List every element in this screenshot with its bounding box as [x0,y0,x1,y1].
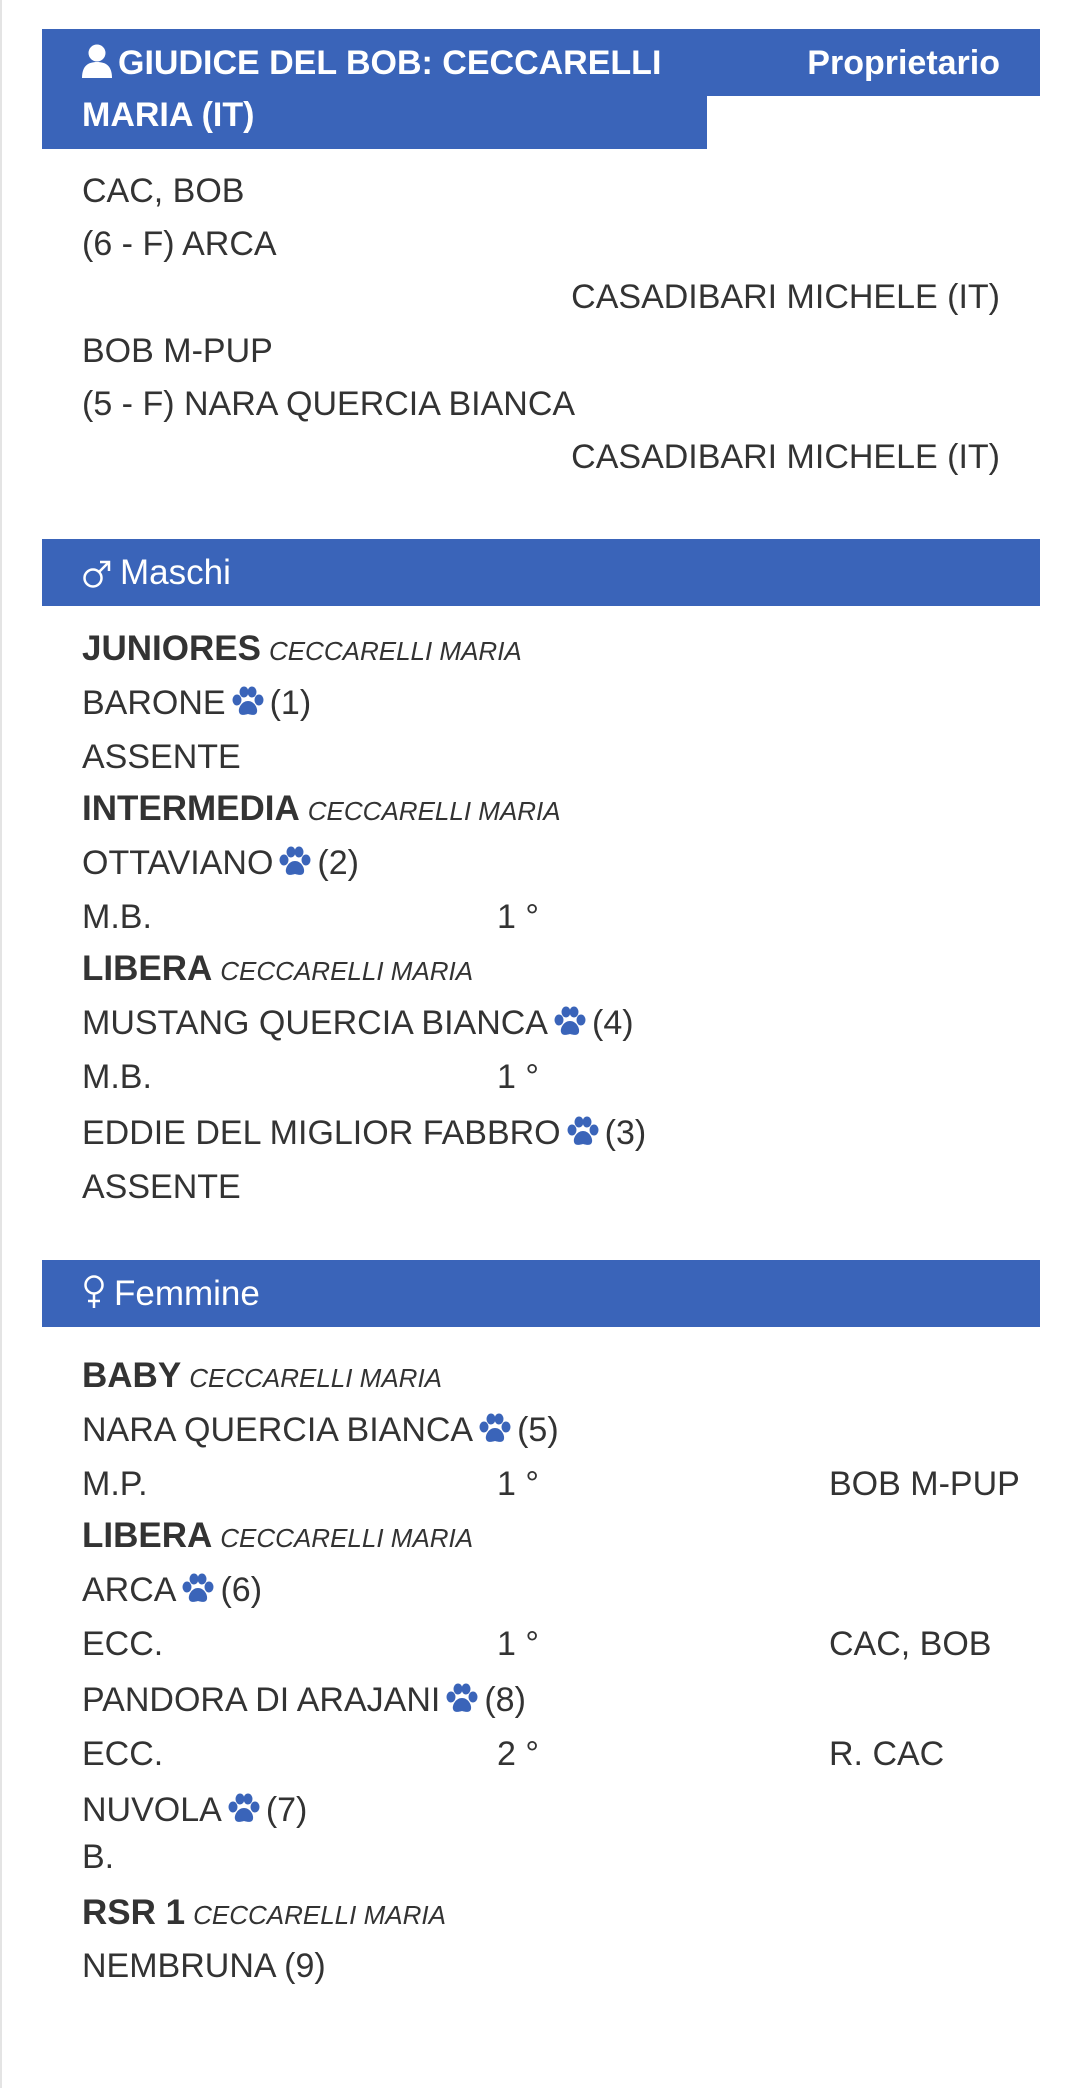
bob-judge-title: GIUDICE DEL BOB: CECCARELLI MARIA (IT) [82,44,662,134]
entry-dog-row[interactable] [82,1940,1022,1992]
dog-name[interactable]: BARONE [82,684,226,722]
class-heading [82,783,1022,835]
grade: ASSENTE [82,738,241,776]
section-title-females: Femmine [114,1274,260,1313]
class-name: INTERMEDIA [82,789,300,828]
class-judge: CECCARELLI MARIA [307,796,561,826]
catalog-number: (4) [592,1004,634,1042]
entry-dog-row[interactable] [82,837,1022,889]
class-judge: CECCARELLI MARIA [189,1363,443,1393]
paw-icon[interactable] [552,1006,588,1038]
dog-name[interactable]: PANDORA DI ARAJANI [82,1681,441,1719]
dog-name[interactable]: EDDIE DEL MIGLIOR FABBRO [82,1114,561,1152]
entry-result-row [82,731,1022,783]
grade: M.B. [82,898,152,936]
grade: ASSENTE [82,1168,241,1206]
female-icon [82,1274,106,1310]
award: R. CAC [829,1735,945,1773]
placement: 1 ° [497,898,539,936]
class-judge: CECCARELLI MARIA [193,1900,446,1930]
dog-name[interactable]: NUVOLA [82,1791,222,1829]
catalog-number: (2) [317,844,359,882]
class-name: JUNIORES [82,629,261,668]
class-judge: CECCARELLI MARIA [268,636,522,666]
entry-dog-row[interactable] [82,1784,1022,1836]
catalog-number: (1) [269,684,312,722]
class-judge: CECCARELLI MARIA [220,956,474,986]
class-name: BABY [82,1356,182,1395]
class-heading [82,1510,1022,1562]
entry-result-row [82,1728,1022,1780]
paw-icon[interactable] [230,686,266,718]
placement: 1 ° [497,1465,539,1503]
entry-dog-row[interactable] [82,677,1022,729]
award: CAC, BOB [829,1625,992,1663]
grade: ECC. [82,1735,164,1773]
bob-award: BOB M-PUP [82,332,273,370]
owner-column-header: Proprietario [807,44,1000,82]
dog-name[interactable]: NEMBRUNA [82,1947,275,1985]
bob-judge-header [42,29,707,149]
class-name: RSR 1 [82,1893,186,1932]
catalog-number: (3) [604,1114,647,1152]
dog-name[interactable]: NARA QUERCIA BIANCA [82,1411,474,1449]
male-icon [82,559,112,589]
paw-icon[interactable] [444,1683,480,1715]
grade: B. [82,1838,115,1876]
paw-icon[interactable] [226,1793,262,1825]
dog-name[interactable]: MUSTANG QUERCIA BIANCA [82,1004,548,1042]
section-title-males: Maschi [120,553,231,592]
paw-icon[interactable] [277,846,313,878]
entry-dog-row[interactable] [82,997,1022,1049]
entry-result-row [82,1458,1022,1510]
catalog-number: (8) [484,1681,526,1719]
entry-result-row [82,1831,1022,1883]
entry-result-row [82,1618,1022,1670]
grade: ECC. [82,1625,164,1663]
class-name: LIBERA [82,949,213,988]
entry-dog-row[interactable] [82,1107,1022,1159]
placement: 2 ° [497,1735,539,1773]
page-left-border [0,0,2,2088]
class-heading [82,943,1022,995]
placement: 1 ° [497,1058,539,1096]
class-heading [82,623,1022,675]
grade: M.B. [82,1058,152,1096]
catalog-number: (6) [220,1571,263,1609]
placement: 1 ° [497,1625,539,1663]
entry-result-row [82,1051,1022,1103]
bob-owner: CASADIBARI MICHELE (IT) [571,278,1000,316]
bob-owner: CASADIBARI MICHELE (IT) [571,438,1000,476]
grade: M.P. [82,1465,148,1503]
user-icon [82,44,112,78]
paw-icon[interactable] [477,1413,513,1445]
paw-icon[interactable] [180,1573,216,1605]
section-header-females [42,1260,1040,1327]
catalog-number: (7) [265,1791,308,1829]
class-heading [82,1887,1022,1939]
entry-dog-row[interactable] [82,1404,1022,1456]
section-header-males [42,539,1040,606]
bob-award: CAC, BOB [82,172,245,210]
bob-dog[interactable]: (6 - F) ARCA [82,225,277,263]
catalog-number: (5) [517,1411,559,1449]
paw-icon[interactable] [565,1116,601,1148]
bob-dog[interactable]: (5 - F) NARA QUERCIA BIANCA [82,385,576,423]
class-name: LIBERA [82,1516,213,1555]
class-judge: CECCARELLI MARIA [220,1523,474,1553]
catalog-number: (9) [284,1947,326,1985]
entry-dog-row[interactable] [82,1564,1022,1616]
class-heading [82,1350,1022,1402]
award: BOB M-PUP [829,1465,1020,1503]
entry-result-row [82,1161,1022,1213]
dog-name[interactable]: OTTAVIANO [82,844,274,882]
entry-result-row [82,891,1022,943]
dog-name[interactable]: ARCA [82,1571,177,1609]
entry-dog-row[interactable] [82,1674,1022,1726]
